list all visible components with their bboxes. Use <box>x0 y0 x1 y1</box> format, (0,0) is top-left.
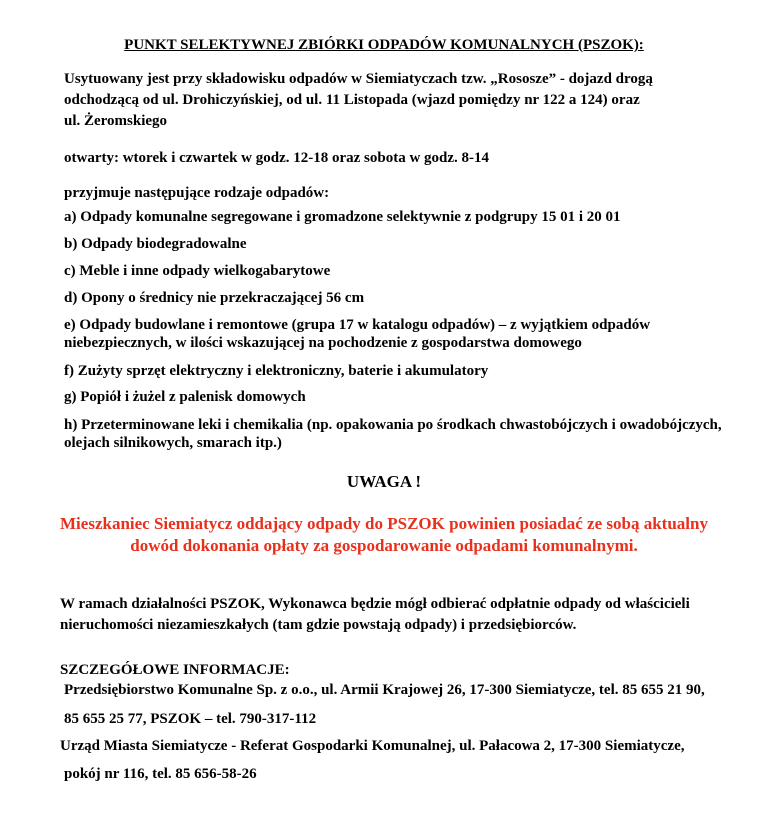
opening-hours: otwarty: wtorek i czwartek w godz. 12-18 oraz sobota w godz. 8-14 <box>64 150 490 166</box>
accepted-waste-heading: przyjmuje następujące rodzaje odpadów: <box>64 185 330 201</box>
warning-line-1: Mieszkaniec Siemiatycz oddający odpady do PSZOK powinien posiadać ze sobą aktualny <box>60 514 708 533</box>
waste-item-a: a) Odpady komunalne segregowane i gromadzone selektywnie z podgrupy 15 01 i 20 01 <box>64 209 621 225</box>
details-heading: SZCZEGÓŁOWE INFORMACJE: <box>60 662 290 678</box>
location-line-2: odchodzącą od ul. Drohiczyńskiej, od ul. 11 Listopada (wjazd pomiędzy nr 122 a 124) oraz <box>64 92 640 108</box>
location-line-3: ul. Żeromskiego <box>64 113 168 129</box>
paid-note-line-2: nieruchomości niezamieszkałych (tam gdzie powstają odpady) i przedsiębiorców. <box>60 617 577 633</box>
waste-item-e-cont: niebezpiecznych, w ilości wskazującej na pochodzenie z gospodarstwa domowego <box>64 335 582 351</box>
warning-heading: UWAGA ! <box>346 472 422 491</box>
details-line-2: 85 655 25 77, PSZOK – tel. 790-317-112 <box>64 711 317 727</box>
waste-item-d: d) Opony o średnicy nie przekraczającej 56 cm <box>64 290 365 306</box>
waste-item-e: e) Odpady budowlane i remontowe (grupa 17 w katalogu odpadów) – z wyjątkiem odpadów <box>64 317 651 333</box>
location-line-1: Usytuowany jest przy składowisku odpadów w Siemiatyczach tzw. „Rososze” - dojazd drogą <box>64 71 653 87</box>
waste-item-b: b) Odpady biodegradowalne <box>64 236 247 252</box>
waste-item-g: g) Popiół i żużel z palenisk domowych <box>64 389 306 405</box>
warning-line-2: dowód dokonania opłaty za gospodarowanie odpadami komunalnymi. <box>130 536 638 555</box>
page-title: PUNKT SELEKTYWNEJ ZBIÓRKI ODPADÓW KOMUNALNYCH (PSZOK): <box>124 37 644 53</box>
details-line-4: pokój nr 116, tel. 85 656-58-26 <box>64 766 257 782</box>
waste-item-h: h) Przeterminowane leki i chemikalia (np. opakowania po środkach chwastobójczych i owadobójczych, <box>64 417 722 433</box>
waste-item-h-cont: olejach silnikowych, smarach itp.) <box>64 435 282 451</box>
waste-item-f: f) Zużyty sprzęt elektryczny i elektroniczny, baterie i akumulatory <box>64 363 489 379</box>
waste-item-c: c) Meble i inne odpady wielkogabarytowe <box>64 263 331 279</box>
details-line-1: Przedsiębiorstwo Komunalne Sp. z o.o., ul. Armii Krajowej 26, 17-300 Siemiatycze, tel. 85 655 21 90, <box>64 682 705 698</box>
paid-note-line-1: W ramach działalności PSZOK, Wykonawca będzie mógł odbierać odpłatnie odpady od właścicieli <box>60 596 690 612</box>
details-line-3: Urząd Miasta Siemiatycze - Referat Gospodarki Komunalnej, ul. Pałacowa 2, 17-300 Siemiatycze, <box>60 738 685 754</box>
